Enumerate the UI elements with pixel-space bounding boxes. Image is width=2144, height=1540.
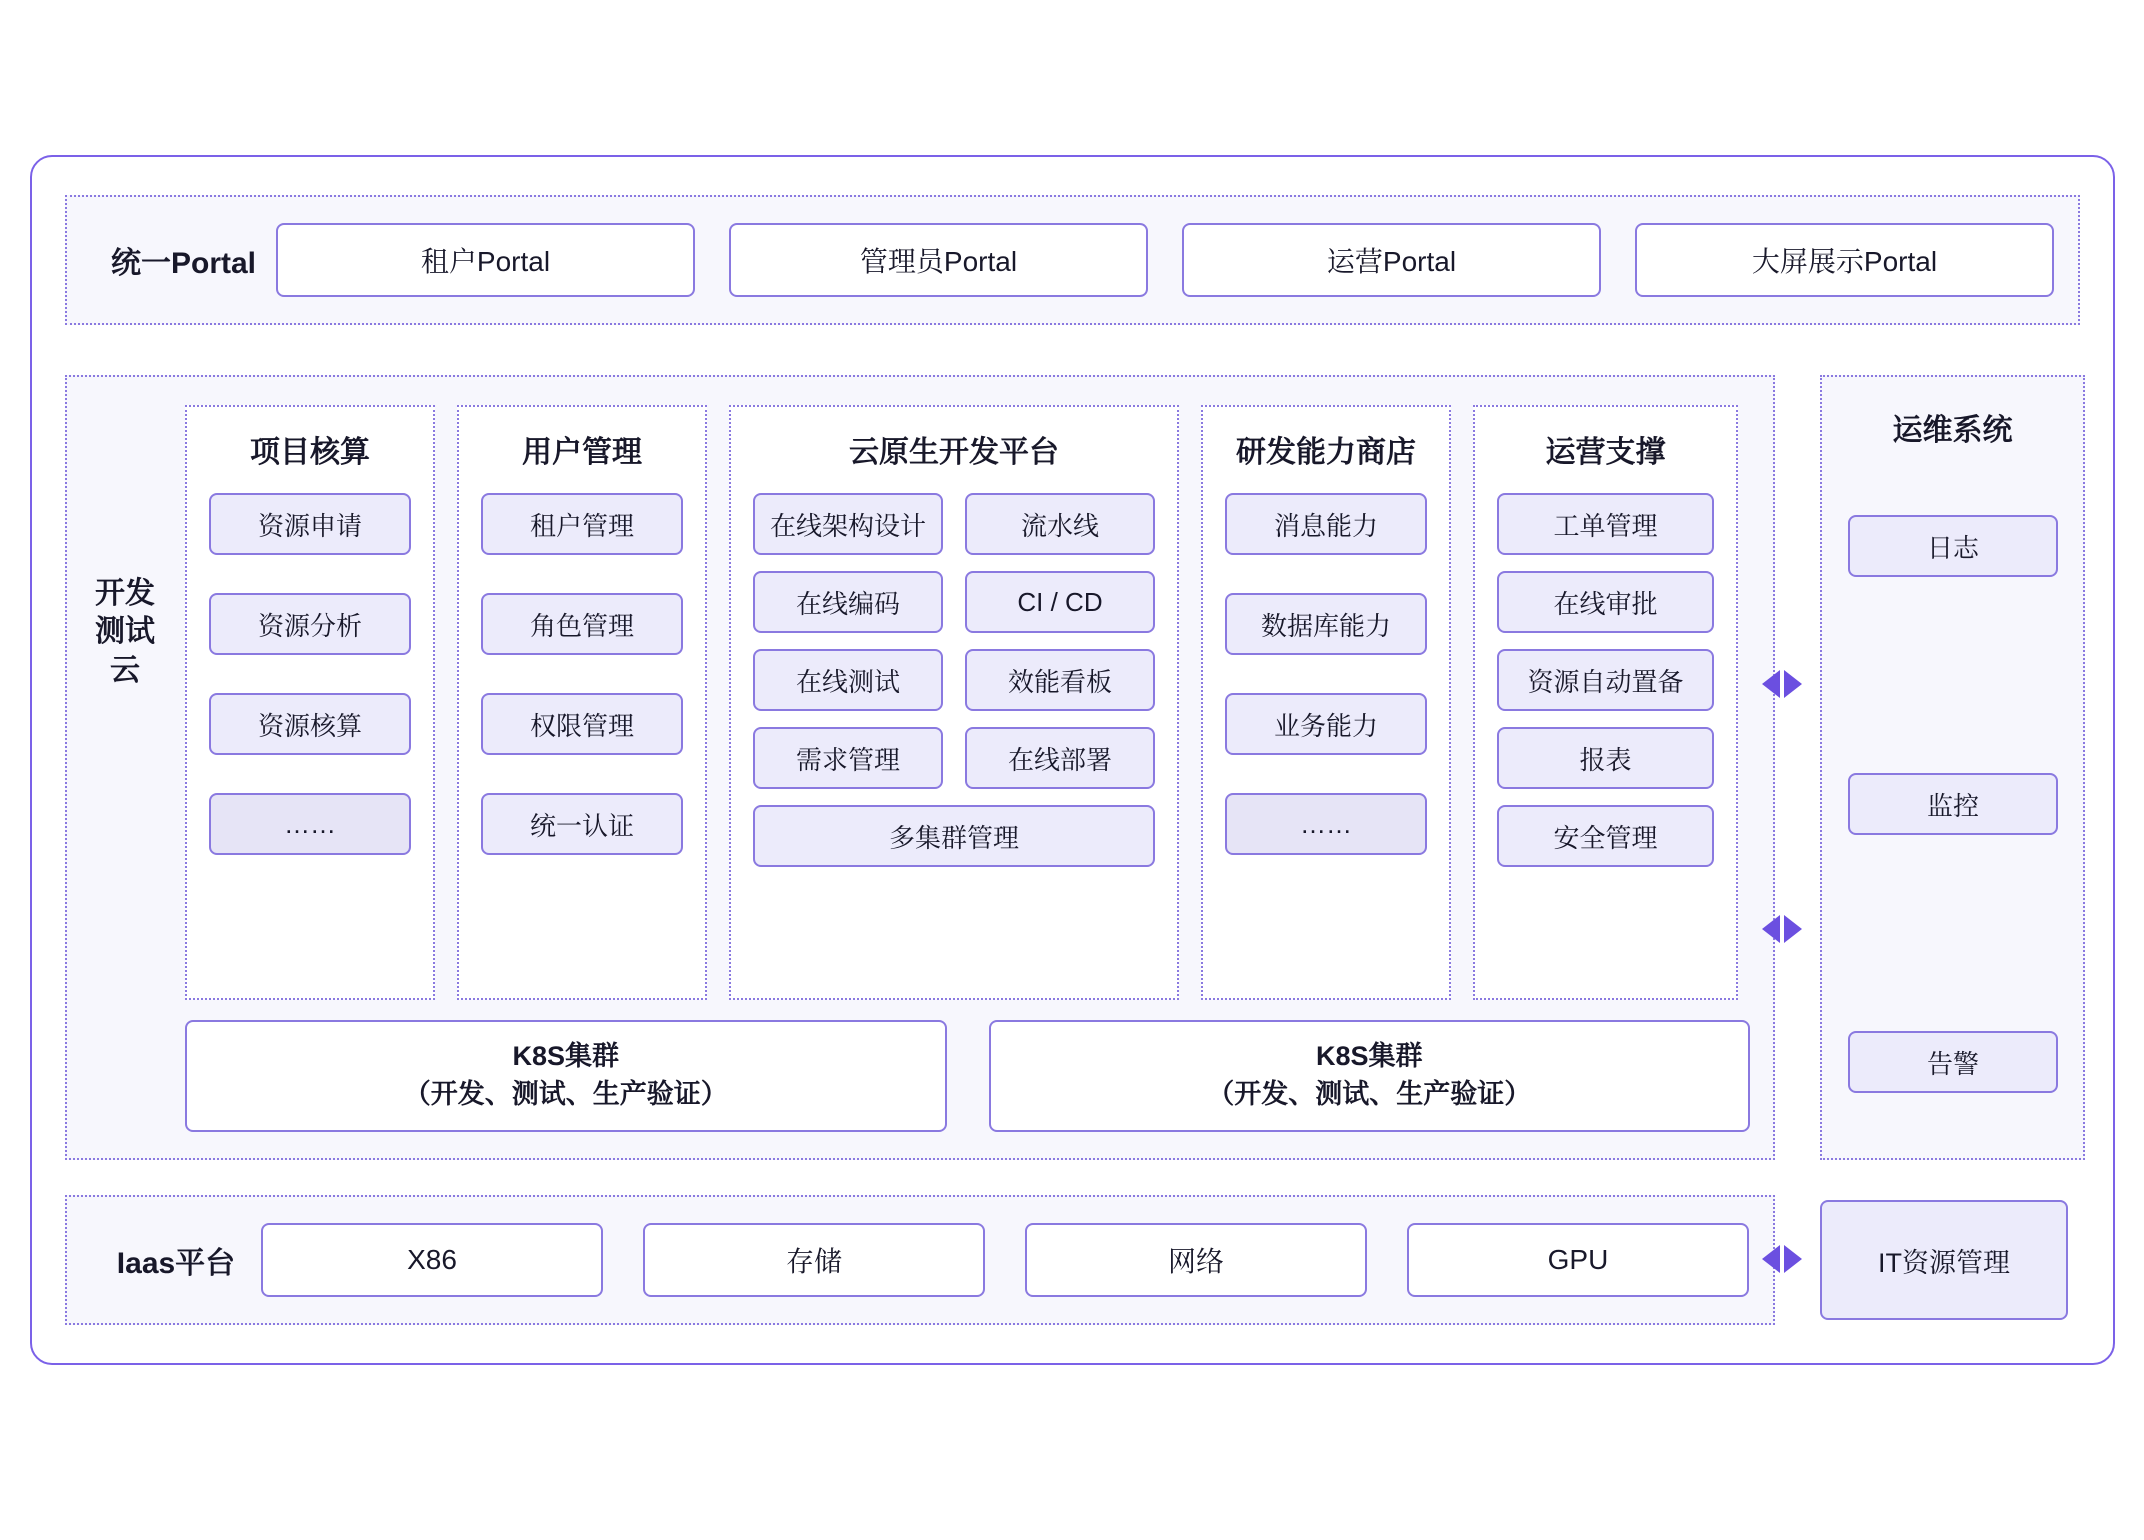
portal-item-operation[interactable]: 运营Portal — [1182, 223, 1601, 297]
tile-resource-accounting[interactable]: 资源核算 — [209, 693, 411, 755]
portal-item-bigscreen[interactable]: 大屏展示Portal — [1635, 223, 2054, 297]
tile-security-management[interactable]: 安全管理 — [1497, 805, 1714, 867]
tile-ci-cd[interactable]: CI / CD — [965, 571, 1155, 633]
portal-item-admin[interactable]: 管理员Portal — [729, 223, 1148, 297]
tile-alerting[interactable]: 告警 — [1848, 1031, 2058, 1093]
tile-store-more[interactable]: …… — [1225, 793, 1427, 855]
ops-system-title: 运维系统 — [1892, 414, 2013, 447]
portal-section — [65, 195, 2080, 325]
tile-tenant-management[interactable]: 租户管理 — [481, 493, 683, 555]
tile-requirement-management[interactable]: 需求管理 — [753, 727, 943, 789]
tile-online-architecture-design[interactable]: 在线架构设计 — [753, 493, 943, 555]
tile-business-capability[interactable]: 业务能力 — [1225, 693, 1427, 755]
iaas-items — [261, 1223, 1749, 1297]
cloud-native-tile-grid — [753, 493, 1155, 867]
k8s-cluster-2[interactable] — [989, 1020, 1751, 1132]
tile-online-deployment[interactable]: 在线部署 — [965, 727, 1155, 789]
column-title-operation-support: 运营支撑 — [1545, 436, 1666, 469]
connector-arrows-top — [1762, 670, 1802, 698]
tile-ticket-management[interactable]: 工单管理 — [1497, 493, 1714, 555]
iaas-item-network[interactable]: 网络 — [1025, 1223, 1367, 1297]
tile-database-capability[interactable]: 数据库能力 — [1225, 593, 1427, 655]
it-resource-management-box[interactable]: IT资源管理 — [1820, 1200, 2068, 1320]
iaas-item-x86[interactable]: X86 — [261, 1223, 603, 1297]
arrow-left-icon — [1762, 915, 1780, 943]
connector-arrows-bottom — [1762, 1245, 1802, 1273]
k8s-cluster-row — [185, 1020, 1750, 1132]
column-title-user-management: 用户管理 — [522, 436, 642, 469]
column-body-cloud-native-platform — [753, 493, 1155, 974]
arrow-left-icon — [1762, 1245, 1780, 1273]
column-body-project-accounting — [209, 493, 411, 974]
iaas-section-title: Iaas平台 — [116, 1247, 236, 1280]
tile-resource-analysis[interactable]: 资源分析 — [209, 593, 411, 655]
column-title-project-accounting: 项目核算 — [250, 436, 370, 469]
dev-test-cloud-label: 开发测试云 — [95, 577, 155, 687]
tile-permission-management[interactable]: 权限管理 — [481, 693, 683, 755]
arrow-right-icon — [1784, 670, 1802, 698]
tile-online-testing[interactable]: 在线测试 — [753, 649, 943, 711]
arrow-right-icon — [1784, 915, 1802, 943]
k8s-cluster-2-title: K8S集群 — [1315, 1041, 1423, 1072]
tile-efficiency-dashboard[interactable]: 效能看板 — [965, 649, 1155, 711]
tile-project-more[interactable]: …… — [209, 793, 411, 855]
column-user-management — [457, 405, 707, 1000]
k8s-cluster-1-subtitle: （开发、测试、生产验证） — [403, 1079, 728, 1109]
column-body-operation-support — [1497, 493, 1714, 974]
tile-resource-apply[interactable]: 资源申请 — [209, 493, 411, 555]
tile-auto-provisioning[interactable]: 资源自动置备 — [1497, 649, 1714, 711]
iaas-item-gpu[interactable]: GPU — [1407, 1223, 1749, 1297]
tile-online-coding[interactable]: 在线编码 — [753, 571, 943, 633]
tile-role-management[interactable]: 角色管理 — [481, 593, 683, 655]
column-title-cloud-native-platform: 云原生开发平台 — [849, 436, 1059, 469]
tile-message-capability[interactable]: 消息能力 — [1225, 493, 1427, 555]
column-project-accounting — [185, 405, 435, 1000]
tile-reports[interactable]: 报表 — [1497, 727, 1714, 789]
column-rd-capability-store — [1201, 405, 1451, 1000]
connector-arrows-middle — [1762, 915, 1802, 943]
capability-columns — [185, 405, 1750, 1000]
portal-items — [276, 223, 2054, 297]
tile-online-approval[interactable]: 在线审批 — [1497, 571, 1714, 633]
k8s-cluster-1[interactable] — [185, 1020, 947, 1132]
arrow-right-icon — [1784, 1245, 1802, 1273]
tile-pipeline[interactable]: 流水线 — [965, 493, 1155, 555]
arrow-left-icon — [1762, 670, 1780, 698]
column-body-user-management — [481, 493, 683, 974]
iaas-section — [65, 1195, 1775, 1325]
ops-system-tiles — [1848, 515, 2058, 1093]
column-operation-support — [1473, 405, 1738, 1000]
portal-section-title: 统一Portal — [110, 247, 257, 280]
k8s-cluster-2-subtitle: （开发、测试、生产验证） — [1207, 1079, 1532, 1109]
tile-unified-auth[interactable]: 统一认证 — [481, 793, 683, 855]
portal-item-tenant[interactable]: 租户Portal — [276, 223, 695, 297]
tile-logs[interactable]: 日志 — [1848, 515, 2058, 577]
column-title-rd-capability-store: 研发能力商店 — [1236, 436, 1416, 469]
column-body-rd-capability-store — [1225, 493, 1427, 974]
tile-monitoring[interactable]: 监控 — [1848, 773, 2058, 835]
iaas-item-storage[interactable]: 存储 — [643, 1223, 985, 1297]
k8s-cluster-1-title: K8S集群 — [512, 1041, 620, 1072]
tile-multi-cluster-management[interactable]: 多集群管理 — [753, 805, 1155, 867]
column-cloud-native-platform — [729, 405, 1179, 1000]
